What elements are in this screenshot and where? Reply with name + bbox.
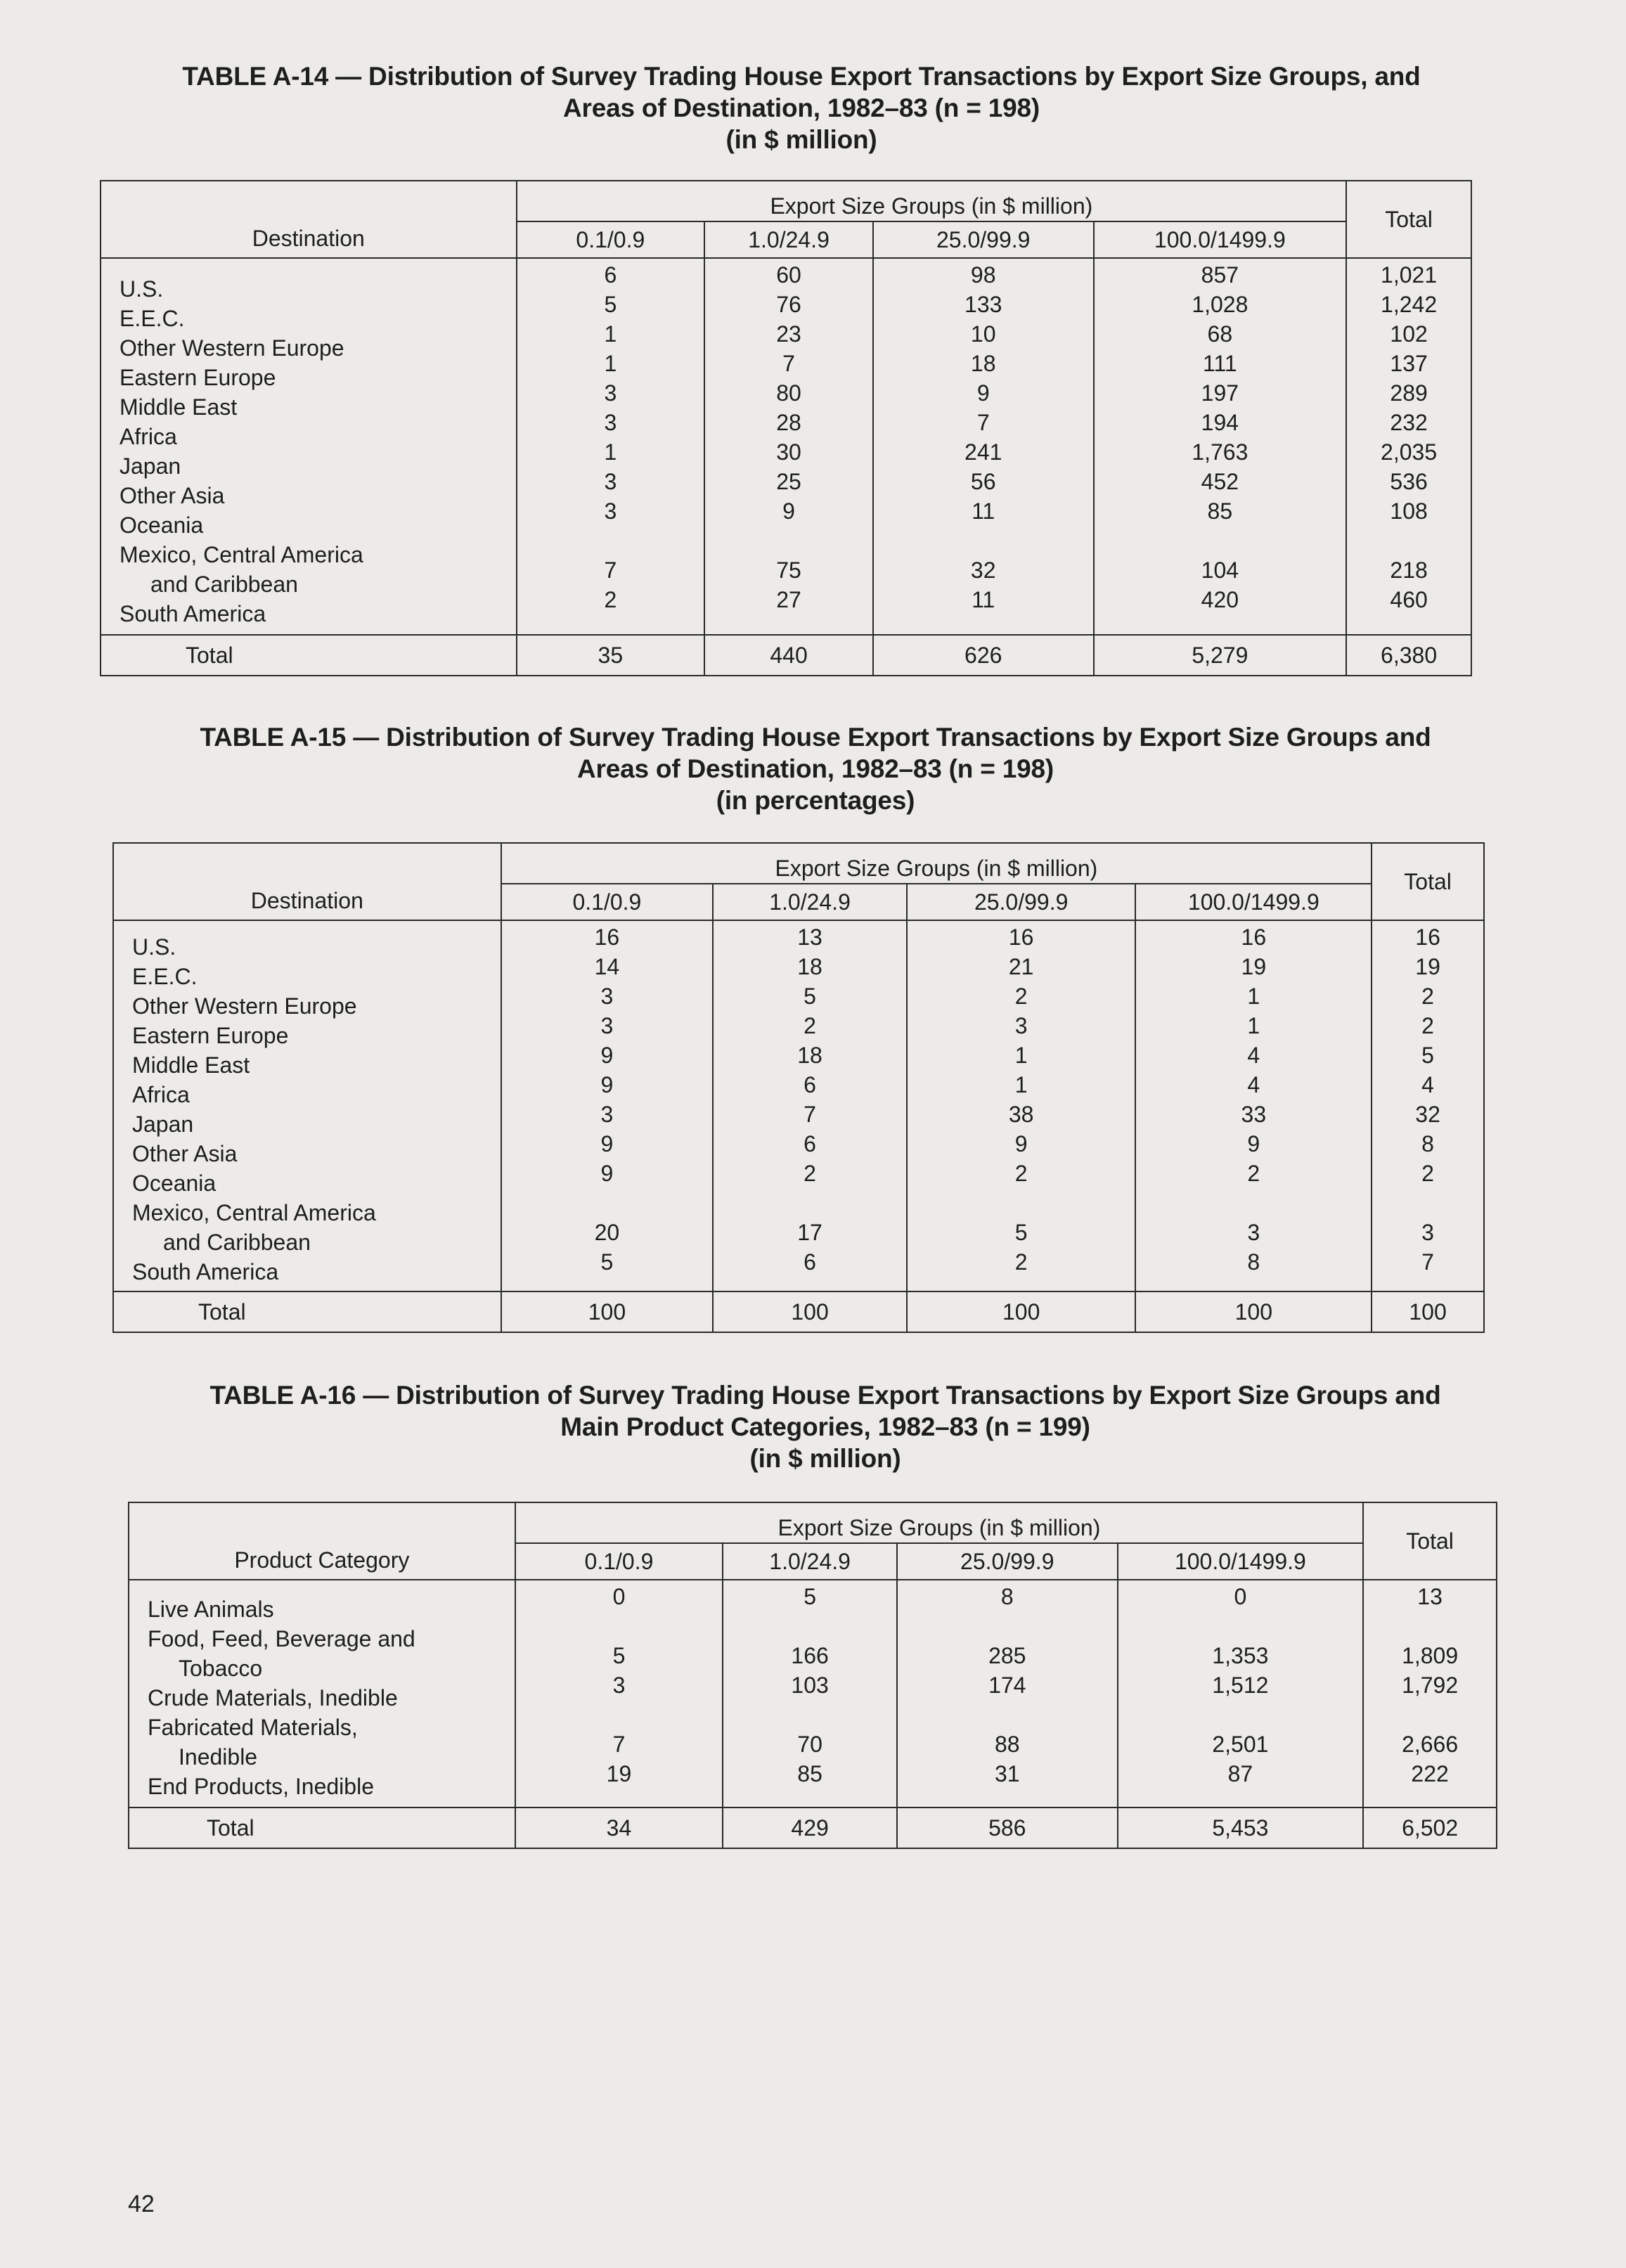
cell: 5: [1014, 1220, 1028, 1245]
row-label: Food, Feed, Beverage and: [148, 1626, 415, 1651]
cell: 3: [600, 1013, 614, 1038]
total-cell: 5,453: [1118, 1808, 1364, 1848]
row-label: Oceania: [132, 1171, 217, 1196]
column-header: 1.0/24.9: [704, 221, 873, 258]
cell: 3: [612, 1673, 626, 1698]
row-label: Live Animals: [148, 1597, 274, 1622]
cell: 536: [1390, 469, 1428, 494]
cell: 25: [776, 469, 801, 494]
cell: 1: [604, 321, 617, 347]
column-values: [1372, 920, 1484, 1291]
total-cell: 6,502: [1363, 1808, 1497, 1848]
cell: 70: [797, 1732, 822, 1757]
cell: 68: [1207, 321, 1233, 347]
cell: 13: [1417, 1584, 1443, 1609]
cell: 2,501: [1212, 1732, 1269, 1757]
cell: 0: [1234, 1584, 1247, 1609]
column-header: 25.0/99.9: [873, 221, 1094, 258]
cell: 19: [1241, 954, 1267, 979]
cell: 108: [1390, 498, 1428, 524]
cell: 14: [594, 954, 620, 979]
cell: 1,242: [1381, 292, 1438, 317]
cell: 2: [1421, 1161, 1434, 1186]
total-cell: 34: [515, 1808, 723, 1848]
cell: 30: [776, 439, 801, 465]
cell: 16: [594, 924, 620, 950]
cell: [898, 1611, 1117, 1641]
cell: 2: [604, 587, 617, 612]
row-label: Other Asia: [132, 1141, 238, 1166]
caption-line: Areas of Destination, 1982–83 (n = 198): [576, 754, 1054, 783]
cell: 7: [604, 558, 617, 583]
cell: 111: [1203, 351, 1237, 376]
column-values: [501, 920, 714, 1291]
row-label: U.S.: [120, 276, 164, 302]
cell: 289: [1390, 380, 1428, 406]
cell: 103: [791, 1673, 829, 1698]
total-header: Total: [1363, 1502, 1497, 1580]
cell: 1: [604, 351, 617, 376]
cell: 3: [1421, 1220, 1434, 1245]
cell: 2: [804, 1013, 816, 1038]
row-label: and Caribbean: [150, 572, 298, 597]
column-values: [907, 920, 1136, 1291]
cell: 8: [1421, 1131, 1434, 1156]
cell: 60: [776, 262, 801, 288]
cell: 460: [1390, 587, 1428, 612]
cell: 19: [606, 1761, 632, 1786]
cell: 31: [994, 1761, 1020, 1786]
cell: [502, 1188, 713, 1218]
row-label: Other Asia: [120, 483, 225, 508]
cell: 3: [600, 1102, 614, 1127]
column-header: 100.0/1499.9: [1135, 884, 1372, 920]
cell: 1,021: [1381, 262, 1438, 288]
row-label: Mexico, Central America: [120, 542, 363, 567]
cell: [1364, 1700, 1496, 1729]
cell: 3: [600, 984, 614, 1009]
column-header: 100.0/1499.9: [1094, 221, 1347, 258]
cell: 75: [776, 558, 801, 583]
row-label: Japan: [132, 1112, 194, 1137]
column-values: [723, 1580, 897, 1808]
row-label: Africa: [120, 424, 177, 449]
caption-line: TABLE A-15 — Distribution of Survey Trading House Export Transactions by Export Size Groups and: [200, 723, 1431, 752]
cell: 1: [604, 439, 617, 465]
cell: 102: [1390, 321, 1428, 347]
cell: 1: [1247, 984, 1260, 1009]
cell: 0: [612, 1584, 626, 1609]
caption-line: (in $ million): [749, 1444, 901, 1473]
cell: 17: [797, 1220, 822, 1245]
total-cell: 100: [501, 1291, 714, 1332]
cell: [714, 1188, 906, 1218]
cell: 32: [970, 558, 996, 583]
total-row: [113, 1291, 1484, 1332]
total-row: [101, 635, 1471, 676]
cell: 194: [1201, 410, 1239, 435]
cell: 5: [612, 1643, 626, 1668]
cell: 2: [1014, 1161, 1028, 1186]
cell: 166: [791, 1643, 829, 1668]
caption-line: Areas of Destination, 1982–83 (n = 198): [562, 94, 1040, 122]
table-a14-caption: [98, 60, 1504, 155]
cell: [516, 1611, 723, 1641]
row-label: Eastern Europe: [120, 365, 276, 390]
row-label: Inedible: [179, 1744, 258, 1770]
cell: [1095, 526, 1346, 555]
cell: 27: [776, 587, 801, 612]
cell: 7: [804, 1102, 816, 1127]
cell: 7: [1421, 1249, 1434, 1275]
row-label: Japan: [120, 453, 181, 479]
row-label: U.S.: [132, 934, 176, 960]
table-a16-caption: [122, 1379, 1528, 1474]
row-labels: [113, 920, 501, 1291]
cell: 2: [1247, 1161, 1260, 1186]
cell: 87: [1227, 1761, 1253, 1786]
column-values: [1346, 258, 1471, 635]
cell: 2,666: [1402, 1732, 1459, 1757]
table-a15: [112, 842, 1485, 1333]
cell: 38: [1008, 1102, 1034, 1127]
cell: 6: [804, 1249, 816, 1275]
cell: 137: [1390, 351, 1428, 376]
table-a15-caption: [112, 721, 1518, 816]
cell: 452: [1201, 469, 1239, 494]
cell: [1347, 526, 1471, 555]
cell: 1,792: [1402, 1673, 1459, 1698]
cell: 1: [1014, 1043, 1028, 1068]
cell: 16: [1241, 924, 1267, 950]
cell: 7: [612, 1732, 626, 1757]
total-cell: 100: [1135, 1291, 1372, 1332]
cell: 222: [1411, 1761, 1449, 1786]
cell: 19: [1415, 954, 1440, 979]
caption-line: TABLE A-16 — Distribution of Survey Trading House Export Transactions by Export Size Groups and: [209, 1381, 1441, 1410]
cell: [723, 1611, 896, 1641]
row-label: Other Western Europe: [120, 335, 344, 361]
cell: 4: [1247, 1043, 1260, 1068]
total-header: Total: [1346, 181, 1471, 258]
cell: 2: [1014, 984, 1028, 1009]
cell: 9: [1014, 1131, 1028, 1156]
total-cell: 6,380: [1346, 635, 1471, 676]
column-header: 1.0/24.9: [723, 1543, 897, 1580]
cell: 5: [804, 984, 816, 1009]
row-label: E.E.C.: [132, 964, 198, 989]
column-values: [897, 1580, 1118, 1808]
column-values: [873, 258, 1094, 635]
row-label: Oceania: [120, 513, 204, 538]
total-cell: 5,279: [1094, 635, 1347, 676]
cell: 3: [604, 410, 617, 435]
total-cell: 100: [713, 1291, 907, 1332]
row-label: Middle East: [120, 394, 238, 420]
total-label: Total: [101, 635, 517, 676]
cell: 197: [1201, 380, 1239, 406]
cell: 76: [776, 292, 801, 317]
caption-line: (in $ million): [725, 125, 877, 154]
cell: 1: [1014, 1072, 1028, 1097]
column-header: 0.1/0.9: [515, 1543, 723, 1580]
cell: 10: [970, 321, 996, 347]
cell: 3: [604, 380, 617, 406]
cell: 33: [1241, 1102, 1267, 1127]
cell: 5: [1421, 1043, 1434, 1068]
column-values: [1363, 1580, 1497, 1808]
cell: 5: [804, 1584, 816, 1609]
cell: 11: [972, 498, 995, 524]
row-label: Tobacco: [179, 1656, 263, 1681]
table-body: [101, 258, 1471, 635]
table-a16: [128, 1502, 1497, 1849]
cell: 16: [1415, 924, 1440, 950]
row-header: Product Category: [129, 1502, 515, 1580]
cell: 2: [1421, 1013, 1434, 1038]
cell: 88: [994, 1732, 1020, 1757]
total-cell: 626: [873, 635, 1094, 676]
cell: [1364, 1611, 1496, 1641]
table-body: [113, 920, 1484, 1291]
cell: 18: [970, 351, 996, 376]
cell: 1,809: [1402, 1643, 1459, 1668]
total-cell: 100: [907, 1291, 1136, 1332]
caption-line: (in percentages): [716, 786, 915, 815]
column-values: [1118, 1580, 1364, 1808]
row-label: Crude Materials, Inedible: [148, 1685, 398, 1710]
column-values: [1094, 258, 1347, 635]
caption-line: Main Product Categories, 1982–83 (n = 199): [560, 1412, 1090, 1441]
column-header: 0.1/0.9: [517, 221, 705, 258]
cell: 3: [1014, 1013, 1028, 1038]
row-label: South America: [120, 601, 266, 626]
cell: 18: [797, 1043, 822, 1068]
cell: 8: [1000, 1584, 1014, 1609]
cell: 80: [776, 380, 801, 406]
cell: 1,353: [1212, 1643, 1269, 1668]
cell: 1,028: [1192, 292, 1248, 317]
row-label: and Caribbean: [163, 1230, 311, 1255]
table-body: [129, 1580, 1497, 1808]
cell: 4: [1247, 1072, 1260, 1097]
cell: 21: [1008, 954, 1034, 979]
cell: 7: [976, 410, 990, 435]
cell: 9: [1247, 1131, 1260, 1156]
cell: 3: [1247, 1220, 1260, 1245]
column-header: 100.0/1499.9: [1118, 1543, 1364, 1580]
cell: [874, 526, 1093, 555]
cell: 16: [1008, 924, 1034, 950]
cell: [517, 526, 704, 555]
cell: 85: [797, 1761, 822, 1786]
cell: 18: [797, 954, 822, 979]
total-cell: 586: [897, 1808, 1118, 1848]
cell: 9: [782, 498, 795, 524]
row-label: Eastern Europe: [132, 1023, 289, 1048]
total-cell: 100: [1372, 1291, 1484, 1332]
cell: 23: [776, 321, 801, 347]
cell: 9: [600, 1131, 614, 1156]
cell: [898, 1700, 1117, 1729]
cell: 420: [1201, 587, 1239, 612]
cell: 9: [600, 1072, 614, 1097]
total-header: Total: [1372, 843, 1484, 920]
column-header: 1.0/24.9: [713, 884, 907, 920]
cell: 6: [604, 262, 617, 288]
group-header: Export Size Groups (in $ million): [515, 1502, 1364, 1543]
cell: [908, 1188, 1135, 1218]
row-label: Africa: [132, 1082, 190, 1107]
cell: [1372, 1188, 1483, 1218]
cell: 174: [988, 1673, 1026, 1698]
column-values: [517, 258, 705, 635]
column-values: [515, 1580, 723, 1808]
cell: 3: [604, 498, 617, 524]
column-header: 0.1/0.9: [501, 884, 714, 920]
row-labels: [129, 1580, 515, 1808]
group-header: Export Size Groups (in $ million): [517, 181, 1347, 221]
cell: 104: [1201, 558, 1239, 583]
cell: 2: [1014, 1249, 1028, 1275]
cell: 56: [970, 469, 996, 494]
cell: 241: [964, 439, 1002, 465]
cell: 285: [988, 1643, 1026, 1668]
row-labels: [101, 258, 517, 635]
row-label: E.E.C.: [120, 306, 185, 331]
row-label: Mexico, Central America: [132, 1200, 376, 1225]
cell: 218: [1390, 558, 1428, 583]
page-number: 42: [128, 2191, 155, 2217]
cell: 9: [600, 1161, 614, 1186]
total-label: Total: [129, 1808, 515, 1848]
cell: 28: [776, 410, 801, 435]
cell: 7: [782, 351, 795, 376]
cell: 232: [1390, 410, 1428, 435]
caption-line: TABLE A-14 — Distribution of Survey Trading House Export Transactions by Export Size Groups, and: [182, 62, 1421, 91]
column-values: [713, 920, 907, 1291]
cell: [705, 526, 872, 555]
cell: 4: [1421, 1072, 1434, 1097]
cell: 8: [1247, 1249, 1260, 1275]
cell: 98: [970, 262, 996, 288]
total-cell: 440: [704, 635, 873, 676]
column-values: [1135, 920, 1372, 1291]
row-label: South America: [132, 1259, 279, 1284]
cell: 32: [1415, 1102, 1440, 1127]
cell: 6: [804, 1131, 816, 1156]
cell: [723, 1700, 896, 1729]
cell: 5: [600, 1249, 614, 1275]
cell: 1,512: [1212, 1673, 1269, 1698]
cell: [1118, 1700, 1363, 1729]
cell: [516, 1700, 723, 1729]
row-label: Middle East: [132, 1052, 250, 1078]
cell: 6: [804, 1072, 816, 1097]
group-header: Export Size Groups (in $ million): [501, 843, 1372, 884]
cell: 1,763: [1192, 439, 1248, 465]
row-header: Destination: [101, 181, 517, 258]
row-label: Other Western Europe: [132, 993, 357, 1019]
cell: 20: [594, 1220, 620, 1245]
cell: [1118, 1611, 1363, 1641]
row-header: Destination: [113, 843, 501, 920]
cell: 2: [1421, 984, 1434, 1009]
cell: 133: [964, 292, 1002, 317]
table-a14: [100, 180, 1472, 676]
cell: 2,035: [1381, 439, 1438, 465]
total-row: [129, 1808, 1497, 1848]
cell: 11: [972, 587, 995, 612]
cell: 3: [604, 469, 617, 494]
cell: 1: [1247, 1013, 1260, 1038]
column-header: 25.0/99.9: [897, 1543, 1118, 1580]
total-cell: 429: [723, 1808, 897, 1848]
column-values: [704, 258, 873, 635]
cell: 5: [604, 292, 617, 317]
row-label: Fabricated Materials,: [148, 1715, 358, 1740]
total-cell: 35: [517, 635, 705, 676]
cell: 85: [1207, 498, 1233, 524]
row-label: End Products, Inedible: [148, 1774, 374, 1799]
total-label: Total: [113, 1291, 501, 1332]
cell: 857: [1201, 262, 1239, 288]
cell: 9: [600, 1043, 614, 1068]
cell: 13: [797, 924, 822, 950]
cell: [1136, 1188, 1371, 1218]
cell: 9: [976, 380, 990, 406]
cell: 2: [804, 1161, 816, 1186]
column-header: 25.0/99.9: [907, 884, 1136, 920]
